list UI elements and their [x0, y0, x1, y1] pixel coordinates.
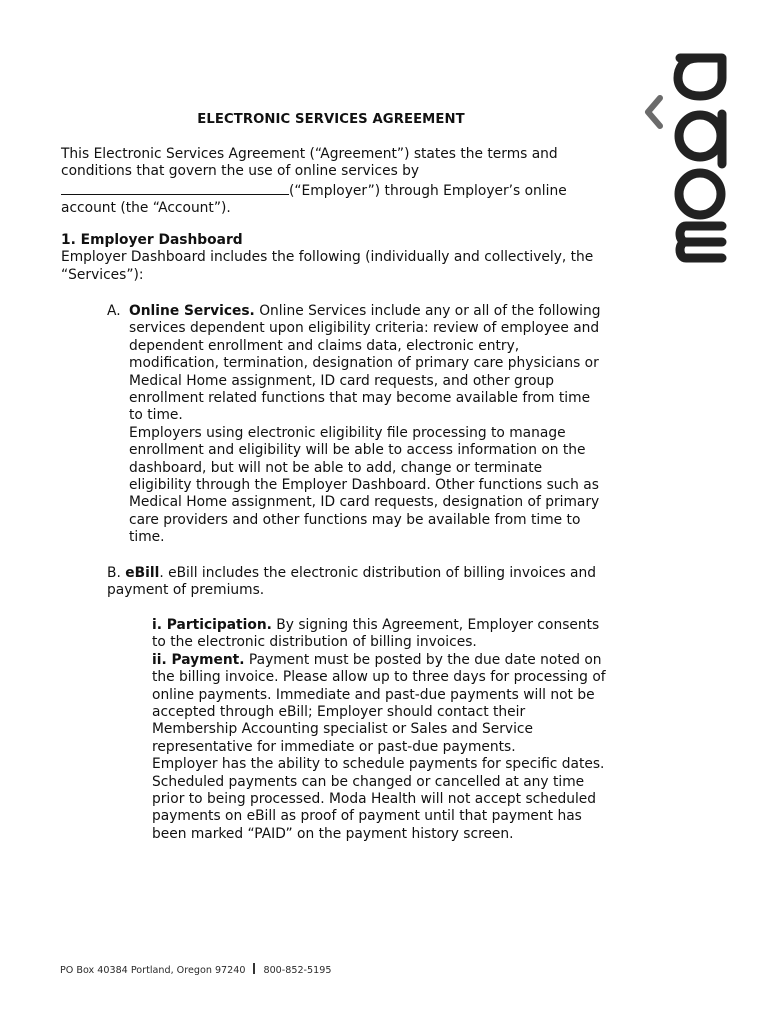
section-heading: 1. Employer Dashboard — [61, 232, 243, 248]
item-label: Online Services. — [129, 303, 255, 319]
intro-text-start: This Electronic Services Agreement (“Agreement”) states the terms and conditions that govern the use of online services by — [61, 146, 558, 180]
item-online-services — [107, 303, 607, 547]
footer-address: PO Box 40384 Portland, Oregon 97240 — [60, 965, 246, 976]
subsection-participation — [152, 617, 607, 652]
item-paragraph-2: Employers using electronic eligibility file processing to manage enrollment and eligibility will be able to access information on the dashboard, but will not be able to add, change or terminate eligibility through the Employer Dashboard. Other functions such as Medical Home assignment, ID card requests, designation of primary care providers and other functions may be available from time to time. — [129, 424, 600, 546]
subsection-payment-2: Employer has the ability to schedule payments for specific dates. Scheduled payments can be changed or cancelled at any time prior to being processed. Moda Health will not accept scheduled payments on eBill as proof of payment until that payment has been marked “PAID” on the payment history screen. — [152, 756, 605, 842]
subsection-label: ii. Payment. — [152, 651, 245, 668]
ebill-subsections — [152, 617, 607, 843]
chevron-accent — [648, 98, 660, 126]
footer-phone: 800-852-5195 — [263, 965, 332, 976]
intro-paragraph — [61, 146, 601, 218]
subsection-text: By signing this Agreement, Employer consents to the electronic distribution of billing invoices. — [152, 617, 600, 651]
intro-text-end: (“Employer”) through Employer’s online account (the “Account”). — [61, 182, 567, 217]
item-letter: B. — [107, 565, 126, 581]
item-ebill — [107, 565, 607, 600]
section-text: Employer Dashboard includes the following (individually and collectively, the “Services”): — [61, 249, 594, 283]
item-label: eBill — [125, 565, 160, 581]
item-text: . eBill includes the electronic distribution of billing invoices and payment of premiums. — [107, 565, 596, 599]
item-letter: A. — [107, 303, 121, 319]
subsection-text: Payment must be posted by the due date noted on the billing invoice. Please allow up to three days for processing of online payments. Immediate and past-due payments will not be accepted through eBill; Employer should contact their Membership Accounting specialist or Sales and Service representative for immediate or past-due payments. — [152, 651, 606, 755]
document-title: ELECTRONIC SERVICES AGREEMENT — [197, 112, 465, 127]
subsection-payment — [152, 652, 607, 756]
item-text: Online Services include any or all of the following services dependent upon eligibility criteria: review of employee and dependent enrollment and claims data, electronic entry, modification, termination, designation of primary care physicians or Medical Home assignment, ID card requests, and other group enrollment related functions that may become available from time to time. — [129, 303, 601, 424]
footer-divider — [253, 963, 255, 974]
item-paragraph — [129, 303, 607, 425]
page-footer — [60, 963, 331, 976]
employer-name-blank[interactable] — [61, 181, 289, 195]
moda-logo — [638, 44, 728, 284]
section-employer-dashboard — [61, 232, 621, 284]
subsection-label: i. Participation. — [152, 617, 272, 633]
